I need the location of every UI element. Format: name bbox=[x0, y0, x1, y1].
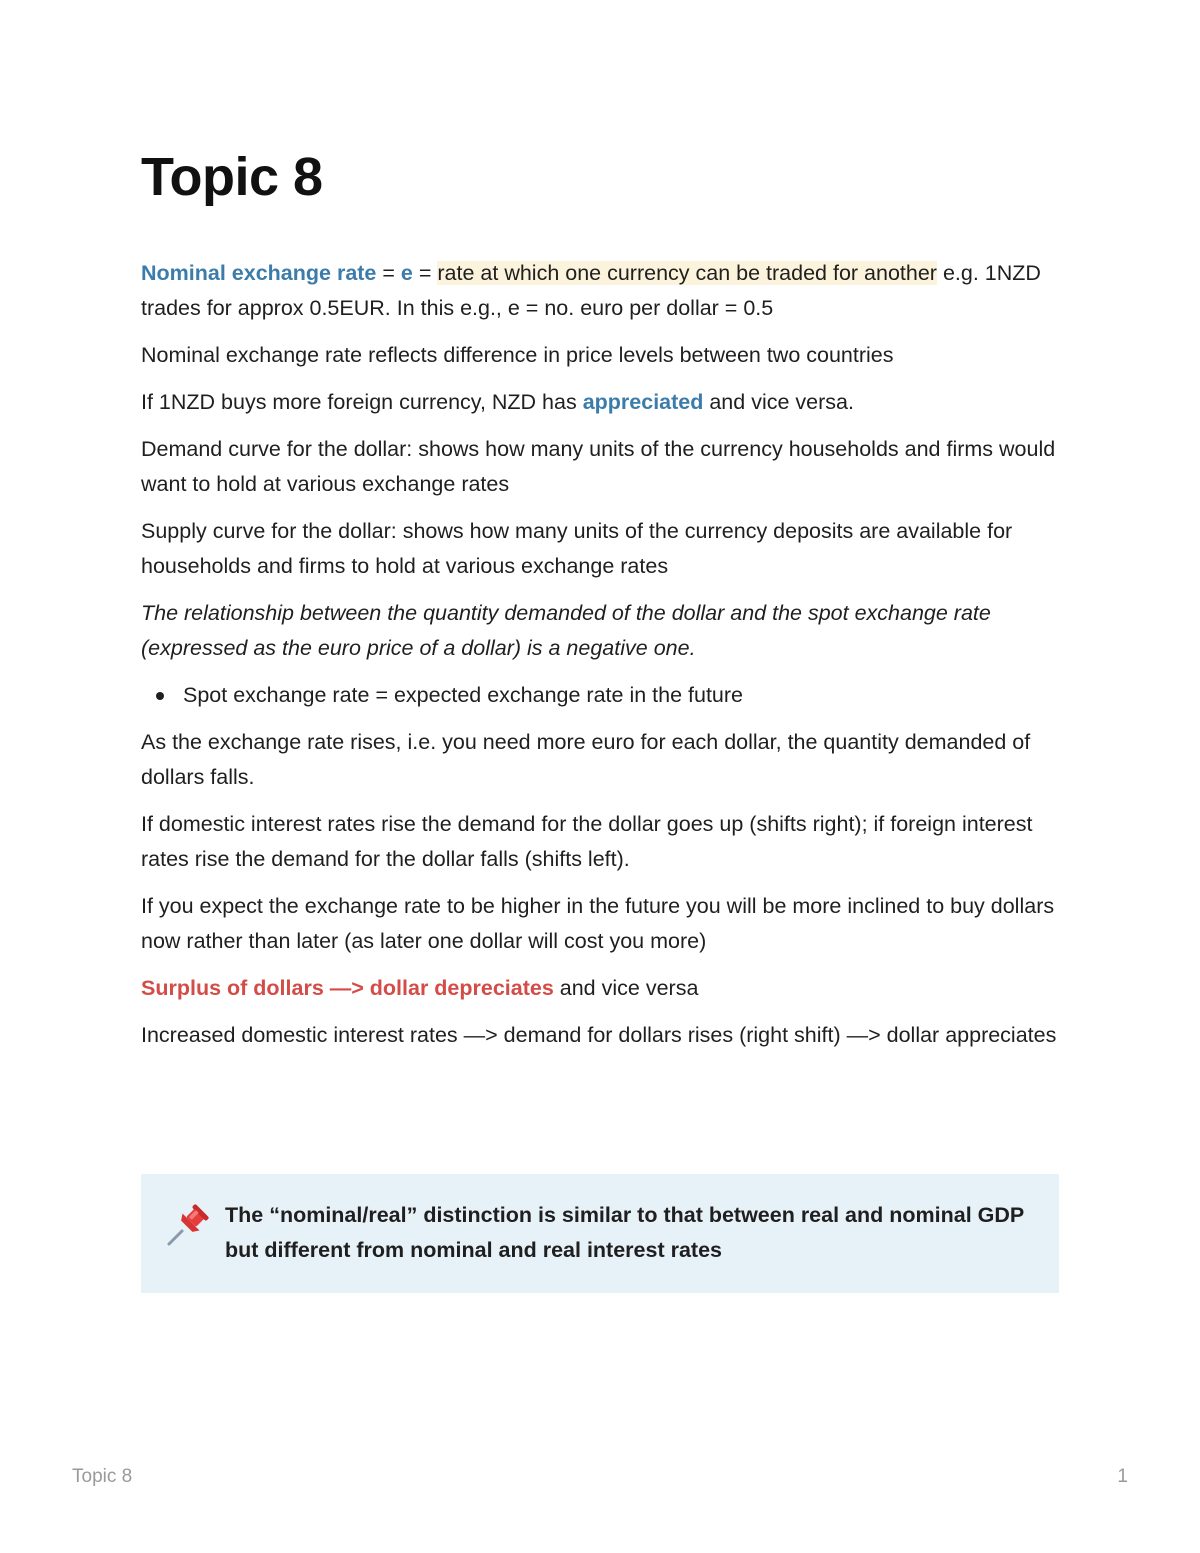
paragraph-relationship: The relationship between the quantity demanded of the dollar and the spot exchange rate (expressed as the euro price of a dollar) is a negative one. bbox=[141, 601, 991, 660]
list-item bbox=[141, 678, 1061, 713]
paragraph-text: e.g. 1NZD trades for approx 0.5EUR. In this e.g., e = no. euro per dollar = 0.5 bbox=[141, 261, 1041, 320]
paragraph-price-levels: Nominal exchange rate reflects difference in price levels between two countries bbox=[141, 343, 894, 367]
paragraph-text: If 1NZD buys more foreign currency, NZD has bbox=[141, 390, 583, 414]
paragraph-nominal-exchange-rate bbox=[141, 256, 1061, 326]
paragraph-surplus bbox=[141, 971, 1061, 1006]
paragraph-appreciated bbox=[141, 385, 1061, 420]
paragraph-demand-curve: Demand curve for the dollar: shows how many units of the currency households and firms would want to hold at various exchange rates bbox=[141, 437, 1056, 496]
pushpin-icon bbox=[165, 1204, 209, 1248]
term-nominal-exchange-rate: Nominal exchange rate bbox=[141, 261, 377, 285]
highlighted-definition: rate at which one currency can be traded for another bbox=[437, 261, 937, 285]
paragraph-interest-rates: If domestic interest rates rise the demand for the dollar goes up (shifts right); if foreign interest rates rise the demand for the dollar falls (shifts left). bbox=[141, 812, 1033, 871]
equals-sign: = bbox=[376, 261, 401, 285]
footer-title: Topic 8 bbox=[72, 1466, 133, 1487]
paragraph-text: and vice versa. bbox=[703, 390, 854, 414]
term-surplus-depreciates: Surplus of dollars —> dollar depreciates bbox=[141, 976, 554, 1000]
bullet-icon bbox=[156, 692, 164, 700]
callout-box bbox=[141, 1174, 1059, 1293]
term-e-symbol: e bbox=[400, 261, 413, 285]
document-body bbox=[141, 256, 1061, 1065]
equals-sign: = bbox=[412, 261, 438, 285]
page-number: 1 bbox=[1117, 1466, 1128, 1487]
paragraph-expectations: If you expect the exchange rate to be higher in the future you will be more inclined to buy dollars now rather than later (as later one dollar will cost you more) bbox=[141, 894, 1055, 953]
paragraph-supply-curve: Supply curve for the dollar: shows how many units of the currency deposits are available for households and firms to hold at various exchange rates bbox=[141, 519, 1013, 578]
paragraph-domestic-rates: Increased domestic interest rates —> demand for dollars rises (right shift) —> dollar appreciates bbox=[141, 1023, 1057, 1047]
term-appreciated: appreciated bbox=[582, 390, 704, 414]
page-title: Topic 8 bbox=[141, 147, 323, 207]
list-item-text: Spot exchange rate = expected exchange rate in the future bbox=[183, 683, 743, 707]
paragraph-text: and vice versa bbox=[553, 976, 699, 1000]
callout-text: The “nominal/real” distinction is similar to that between real and nominal GDP but different from nominal and real interest rates bbox=[225, 1203, 1024, 1262]
paragraph-exchange-rate-rises: As the exchange rate rises, i.e. you need more euro for each dollar, the quantity demanded of dollars falls. bbox=[141, 730, 1031, 789]
bullet-list bbox=[141, 678, 1061, 713]
